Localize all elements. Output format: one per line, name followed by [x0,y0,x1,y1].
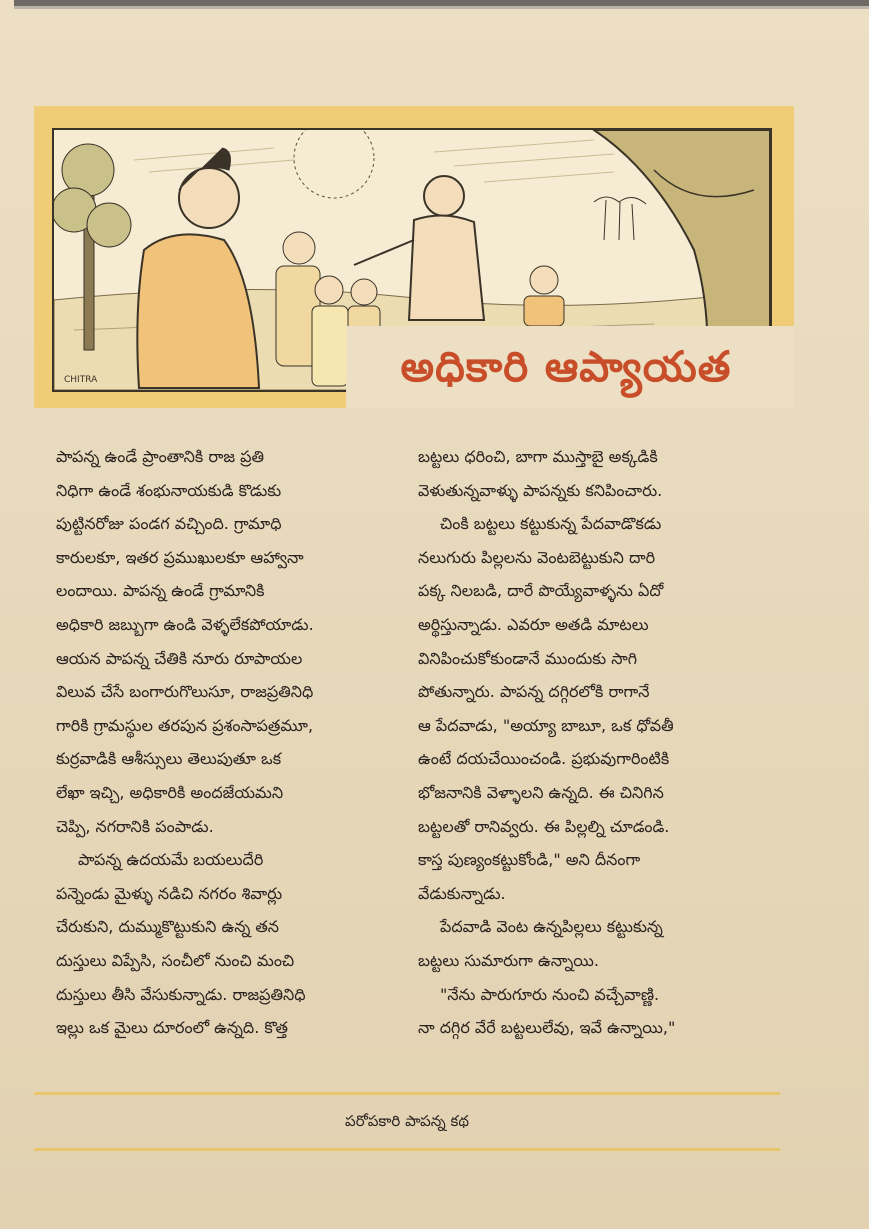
text-line: పుట్టినరోజు పండగ వచ్చింది. గ్రామాధి [56,514,282,534]
text-line: అధికారి జబ్బుగా ఉండి వెళ్ళలేకపోయాడు. [56,614,314,634]
text-line: వినిపించుకోకుండానే ముందుకు సాగి [418,648,638,668]
page-top-edge-shadow [14,6,869,9]
story-title: అధికారి ఆప్యాయత [400,342,732,391]
footer-rule-bottom [34,1148,780,1151]
text-line: బట్టలు ధరించి, బాగా ముస్తాబై అక్కడికి [418,447,658,466]
text-line: కారులకూ, ఇతర ప్రముఖులకూ ఆహ్వానా [56,547,304,567]
text-line: చెప్పి, నగరానికి పంపాడు. [56,816,214,836]
right-text-column [418,440,782,1045]
text-line: వెళుతున్నవాళ్ళు పాపన్నకు కనిపించారు. [418,480,663,500]
text-line: పాపన్న ఉండే ప్రాంతానికి రాజ ప్రతి [56,447,265,466]
text-line: ఉంటే దయచేయించండి. ప్రభువుగారింటికి [418,749,670,769]
text-line: కాస్త పుణ్యంకట్టుకోండి," అని దీనంగా [418,850,641,870]
footer-rule-top [34,1092,780,1095]
text-line: దుస్తులు తీసి వేసుకున్నాడు. రాజప్రతినిధి [56,984,306,1004]
text-line: అర్థిస్తున్నాడు. ఎవరూ అతడి మాటలు [418,614,649,634]
text-line: బట్టలు సుమారుగా ఉన్నాయి. [418,950,599,970]
text-line: "నేను పారుగూరు నుంచి వచ్చేవాణ్ణి. [440,984,660,1004]
text-line: ఇల్లు ఒక మైలు దూరంలో ఉన్నది. కొత్త [56,1018,288,1038]
text-line: పాపన్న ఉదయమే బయలుదేరి [78,850,264,870]
text-line: కుర్రవాడికి ఆశీస్సులు తెలుపుతూ ఒక [56,749,282,769]
text-line: పేదవాడి వెంట ఉన్నపిల్లలు కట్టుకున్న [440,917,663,937]
text-line: చేరుకుని, దుమ్ముకొట్టుకుని ఉన్న తన [56,917,280,937]
text-line: నలుగురు పిల్లలను వెంటబెట్టుకుని దారి [418,547,656,567]
text-line: పక్క నిలబడి, దారే పొయ్యేవాళ్ళను ఏదో [418,581,664,601]
text-line: నా దగ్గిర వేరే బట్టలులేవు, ఇవే ఉన్నాయి," [418,1018,676,1038]
text-line: పోతున్నారు. పాపన్న దగ్గిరలోకి రాగానే [418,682,650,702]
left-text-column [56,440,420,1045]
text-line: విలువ చేసే బంగారుగొలుసూ, రాజప్రతినిధి [56,682,314,702]
text-line: గారికి గ్రామస్థుల తరపున ప్రశంసాపత్రమూ, [56,715,314,735]
text-line: బట్టలతో రానివ్వరు. ఈ పిల్లల్ని చూడండి. [418,816,670,836]
text-line: నిధిగా ఉండే శంభునాయకుడి కొడుకు [56,480,282,500]
text-line: పన్నెండు మైళ్ళు నడిచి నగరం శివార్లు [56,883,283,903]
text-line: లేఖా ఇచ్చి, అధికారికి అందజేయమని [56,782,284,802]
illustration-signature: CHITRA [64,375,98,385]
text-line: వేడుకున్నాడు. [418,883,506,903]
text-line: ఆ పేదవాడు, "అయ్యా బాబూ, ఒక ధోవతీ [418,715,674,735]
text-line: భోజనానికి వెళ్ళాలని ఉన్నది. ఈ చినిగిన [418,782,664,802]
footer-series-title: పరోపకారి పాపన్న కథ [345,1112,469,1130]
text-line: ఆయన పాపన్న చేతికి నూరు రూపాయల [56,648,303,668]
text-line: లందాయి. పాపన్న ఉండే గ్రామానికి [56,581,265,601]
text-line: దుస్తులు విప్పేసి, సంచీలో నుంచి మంచి [56,950,295,970]
text-line: చింకి బట్టలు కట్టుకున్న పేదవాడొకడు [440,514,662,534]
